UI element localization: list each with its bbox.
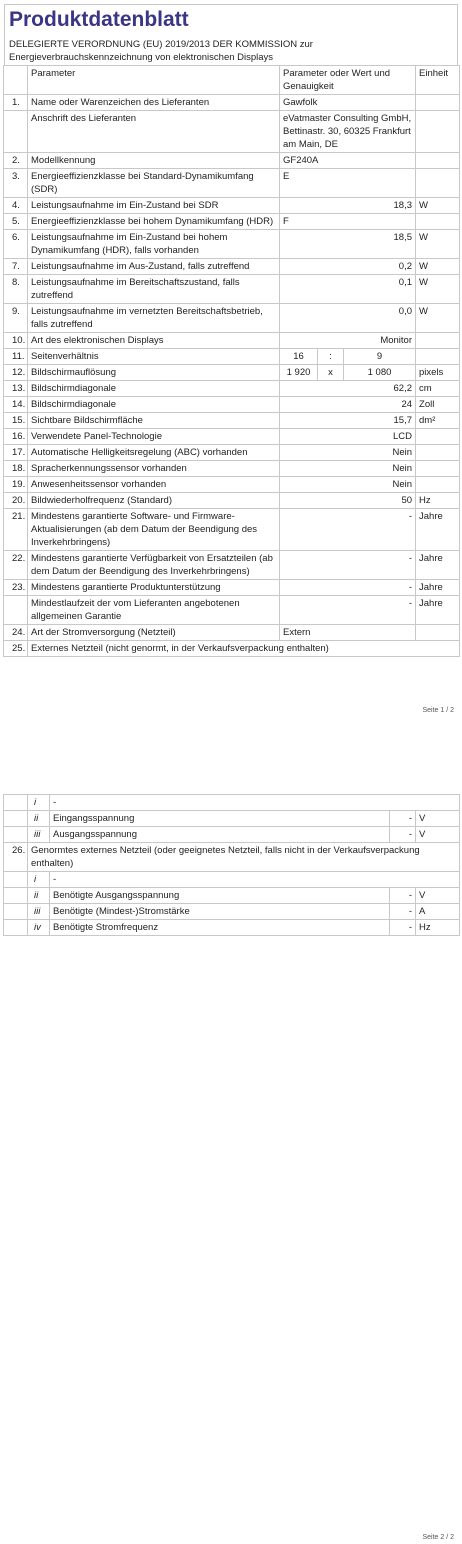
row-unit — [416, 95, 460, 111]
row-unit: pixels — [416, 365, 460, 381]
row-unit: V — [416, 888, 460, 904]
aspect-ratio-separator: : — [318, 349, 344, 365]
row-unit: Hz — [416, 920, 460, 936]
row-unit: Hz — [416, 493, 460, 509]
sub-index: iv — [28, 920, 50, 936]
table-row — [4, 153, 460, 169]
row-label: Bildschirmauflösung — [28, 365, 280, 381]
row-label: Genormtes externes Netzteil (oder geeignetes Netzteil, falls nicht in der Verkaufsverpackung enthalten) — [28, 843, 460, 872]
table-row — [4, 349, 460, 365]
row-value: Monitor — [280, 333, 416, 349]
table-row — [4, 477, 460, 493]
header — [4, 4, 458, 65]
row-value: F — [280, 214, 416, 230]
row-unit: dm² — [416, 413, 460, 429]
row-label: Eingangsspannung — [50, 811, 390, 827]
product-data-table — [3, 65, 460, 657]
row-label: Externes Netzteil (nicht genormt, in der Verkaufsverpackung enthalten) — [28, 641, 460, 657]
row-value: 18,5 — [280, 230, 416, 259]
row-value: - — [280, 580, 416, 596]
table-row — [4, 214, 460, 230]
page-title: Produktdatenblatt — [9, 8, 189, 31]
resolution-height: 1 080 — [344, 365, 416, 381]
row-value: 62,2 — [280, 381, 416, 397]
page-1 — [0, 4, 462, 754]
row-number: 12. — [4, 365, 28, 381]
row-value: 15,7 — [280, 413, 416, 429]
table-row — [4, 111, 460, 153]
row-number: 15. — [4, 413, 28, 429]
table-row — [4, 811, 460, 827]
table-row — [4, 169, 460, 198]
row-label: - — [50, 872, 460, 888]
row-number: 23. — [4, 580, 28, 596]
row-value: GF240A — [280, 153, 416, 169]
row-number: 26. — [4, 843, 28, 872]
row-value: - — [280, 509, 416, 551]
sub-index: iii — [28, 827, 50, 843]
row-label: Art des elektronischen Displays — [28, 333, 280, 349]
row-label: Leistungsaufnahme im Bereitschaftszustand, falls zutreffend — [28, 275, 280, 304]
row-value: 18,3 — [280, 198, 416, 214]
table-row — [4, 509, 460, 551]
row-value: Nein — [280, 477, 416, 493]
table-row — [4, 304, 460, 333]
row-label: Automatische Helligkeitsregelung (ABC) vorhanden — [28, 445, 280, 461]
row-value: - — [390, 904, 416, 920]
table-row — [4, 641, 460, 657]
row-unit: W — [416, 304, 460, 333]
row-label: Bildschirmdiagonale — [28, 381, 280, 397]
table-row — [4, 198, 460, 214]
row-label: Mindestlaufzeit der vom Lieferanten angebotenen allgemeinen Garantie — [28, 596, 280, 625]
row-value: 24 — [280, 397, 416, 413]
row-number: 10. — [4, 333, 28, 349]
table-row — [4, 904, 460, 920]
row-unit: Jahre — [416, 509, 460, 551]
row-label: Anwesenheitssensor vorhanden — [28, 477, 280, 493]
sub-index: i — [28, 872, 50, 888]
row-label: Mindestens garantierte Software- und Firmware-Aktualisierungen (ab dem Datum der Beendigung des Inverkehrbringens) — [28, 509, 280, 551]
table-row — [4, 333, 460, 349]
row-number: 20. — [4, 493, 28, 509]
row-number: 18. — [4, 461, 28, 477]
row-number: 14. — [4, 397, 28, 413]
row-label: Energieeffizienzklasse bei hohem Dynamikumfang (HDR) — [28, 214, 280, 230]
row-number: 17. — [4, 445, 28, 461]
row-number: 6. — [4, 230, 28, 259]
row-label: Verwendete Panel-Technologie — [28, 429, 280, 445]
row-value: Extern — [280, 625, 416, 641]
table-row — [4, 230, 460, 259]
table-row — [4, 275, 460, 304]
table-row — [4, 843, 460, 872]
row-label: Energieeffizienzklasse bei Standard-Dynamikumfang (SDR) — [28, 169, 280, 198]
row-number: 5. — [4, 214, 28, 230]
sub-index: iii — [28, 904, 50, 920]
row-label: Spracherkennungssensor vorhanden — [28, 461, 280, 477]
page-2 — [0, 794, 462, 1544]
row-unit: Zoll — [416, 397, 460, 413]
row-value: Nein — [280, 445, 416, 461]
row-number: 25. — [4, 641, 28, 657]
row-label: - — [50, 795, 460, 811]
row-number: 24. — [4, 625, 28, 641]
row-label: Leistungsaufnahme im Ein-Zustand bei SDR — [28, 198, 280, 214]
aspect-ratio-width: 16 — [280, 349, 318, 365]
row-number: 19. — [4, 477, 28, 493]
row-unit: W — [416, 275, 460, 304]
row-unit: W — [416, 198, 460, 214]
table-row — [4, 920, 460, 936]
row-value: - — [390, 811, 416, 827]
row-label: Leistungsaufnahme im Aus-Zustand, falls zutreffend — [28, 259, 280, 275]
row-unit: Jahre — [416, 580, 460, 596]
row-label: Art der Stromversorgung (Netzteil) — [28, 625, 280, 641]
table-row — [4, 429, 460, 445]
table-row — [4, 493, 460, 509]
table-row — [4, 827, 460, 843]
table-row — [4, 872, 460, 888]
table-row — [4, 365, 460, 381]
row-label: Modellkennung — [28, 153, 280, 169]
sub-index: ii — [28, 888, 50, 904]
row-value: LCD — [280, 429, 416, 445]
row-label: Name oder Warenzeichen des Lieferanten — [28, 95, 280, 111]
row-number: 4. — [4, 198, 28, 214]
row-value: - — [390, 920, 416, 936]
table-row — [4, 381, 460, 397]
page-number: Seite 2 / 2 — [422, 1534, 454, 1541]
table-row — [4, 259, 460, 275]
regulation-subtitle: DELEGIERTE VERORDNUNG (EU) 2019/2013 DER KOMMISSION zur Energieverbrauchskennzeichnung von elektronischen Displays — [9, 39, 313, 63]
row-label: Leistungsaufnahme im vernetzten Bereitschaftsbetrieb, falls zutreffend — [28, 304, 280, 333]
table-header-row — [4, 66, 460, 95]
row-label: Bildschirmdiagonale — [28, 397, 280, 413]
row-number: 3. — [4, 169, 28, 198]
table-row — [4, 596, 460, 625]
row-unit: V — [416, 827, 460, 843]
table-row — [4, 95, 460, 111]
table-row — [4, 461, 460, 477]
row-label: Benötigte Stromfrequenz — [50, 920, 390, 936]
table-row — [4, 795, 460, 811]
row-unit: V — [416, 811, 460, 827]
row-label: Bildwiederholfrequenz (Standard) — [28, 493, 280, 509]
row-number: 7. — [4, 259, 28, 275]
row-value: 0,0 — [280, 304, 416, 333]
row-value: eVatmaster Consulting GmbH, Bettinastr. 30, 60325 Frankfurt am Main, DE — [280, 111, 416, 153]
column-header-value: Parameter oder Wert und Genauigkeit — [280, 66, 416, 95]
row-label: Ausgangsspannung — [50, 827, 390, 843]
table-row — [4, 397, 460, 413]
resolution-width: 1 920 — [280, 365, 318, 381]
row-label: Seitenverhältnis — [28, 349, 280, 365]
row-label: Leistungsaufnahme im Ein-Zustand bei hohem Dynamikumfang (HDR), falls vorhanden — [28, 230, 280, 259]
table-row — [4, 413, 460, 429]
row-value: - — [390, 827, 416, 843]
table-row — [4, 625, 460, 641]
row-label: Benötigte Ausgangsspannung — [50, 888, 390, 904]
sub-index: i — [28, 795, 50, 811]
row-value: - — [280, 596, 416, 625]
page-number: Seite 1 / 2 — [422, 707, 454, 714]
row-number: 1. — [4, 95, 28, 111]
row-value: Nein — [280, 461, 416, 477]
row-value: - — [280, 551, 416, 580]
row-number: 13. — [4, 381, 28, 397]
row-label: Benötigte (Mindest-)Stromstärke — [50, 904, 390, 920]
resolution-separator: x — [318, 365, 344, 381]
row-unit: cm — [416, 381, 460, 397]
row-number: 11. — [4, 349, 28, 365]
row-value: Gawfolk — [280, 95, 416, 111]
row-number: 9. — [4, 304, 28, 333]
row-number: 2. — [4, 153, 28, 169]
row-label: Sichtbare Bildschirmfläche — [28, 413, 280, 429]
row-unit: A — [416, 904, 460, 920]
table-row — [4, 888, 460, 904]
row-unit: W — [416, 230, 460, 259]
table-row — [4, 445, 460, 461]
row-value: 0,2 — [280, 259, 416, 275]
row-number: 16. — [4, 429, 28, 445]
sub-index: ii — [28, 811, 50, 827]
row-value: - — [390, 888, 416, 904]
row-value: 0,1 — [280, 275, 416, 304]
row-label: Mindestens garantierte Verfügbarkeit von Ersatzteilen (ab dem Datum der Beendigung des Inverkehrbringens) — [28, 551, 280, 580]
table-row — [4, 551, 460, 580]
row-value: 50 — [280, 493, 416, 509]
column-header-parameter: Parameter — [28, 66, 280, 95]
row-number: 21. — [4, 509, 28, 551]
row-value: E — [280, 169, 416, 198]
product-data-table-continued — [3, 794, 460, 936]
table-row — [4, 580, 460, 596]
row-number: 8. — [4, 275, 28, 304]
row-label: Anschrift des Lieferanten — [28, 111, 280, 153]
column-header-unit: Einheit — [416, 66, 460, 95]
aspect-ratio-height: 9 — [344, 349, 416, 365]
row-number: 22. — [4, 551, 28, 580]
row-unit: W — [416, 259, 460, 275]
row-unit: Jahre — [416, 596, 460, 625]
row-unit: Jahre — [416, 551, 460, 580]
row-label: Mindestens garantierte Produktunterstützung — [28, 580, 280, 596]
